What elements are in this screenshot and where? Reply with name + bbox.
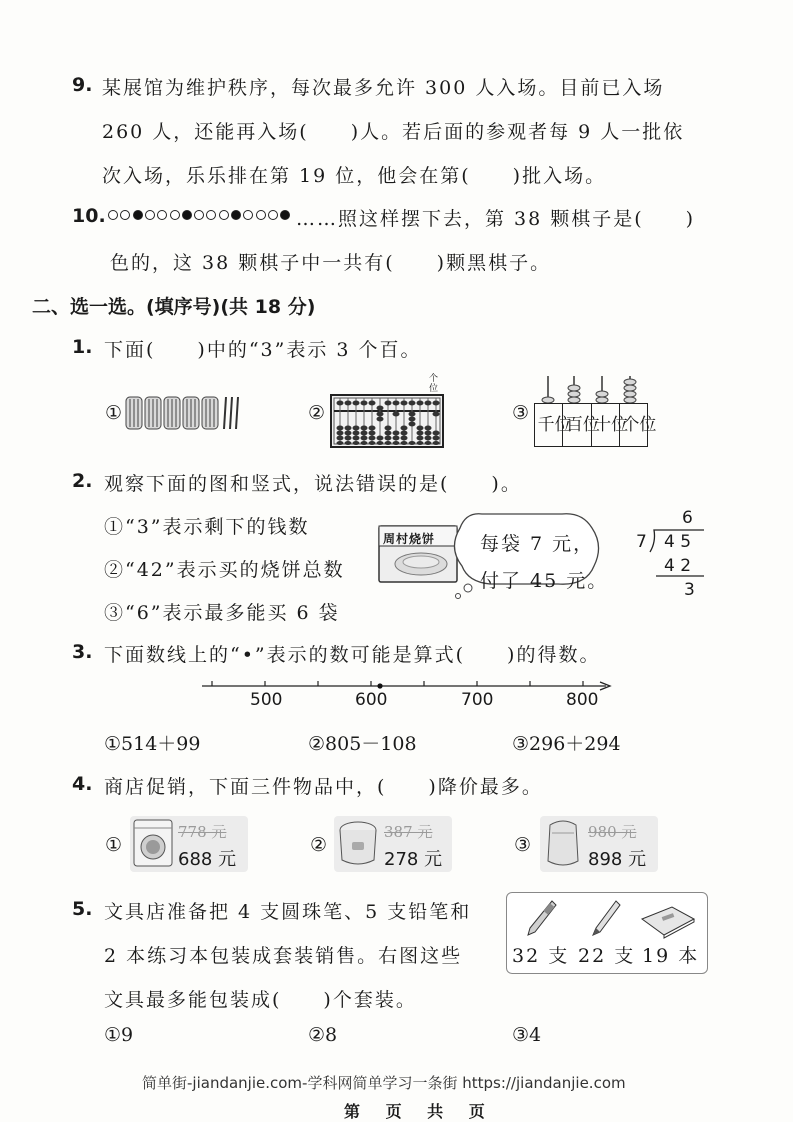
question-text: 260 人，还能再入场( )人。若后面的参观者每 9 人一批依 <box>102 121 685 143</box>
question-text: 文具店准备把 4 支圆珠笔、5 支铅笔和 <box>104 901 472 923</box>
question-text: 2 本练习本包装成套装销售。右图这些 <box>104 945 463 967</box>
question-text: 下面数线上的“•”表示的数可能是算式( )的得数。 <box>104 644 601 666</box>
place-thousands: 千位 <box>535 404 563 446</box>
ballpoint-pen-icon <box>524 898 558 938</box>
option-marker: ③ <box>514 834 532 856</box>
counter-rods-illustration <box>534 374 646 404</box>
question-text: 某展馆为维护秩序，每次最多允许 300 人入场。目前已入场 <box>102 77 665 99</box>
question-text: ……照这样摆下去，第 38 颗棋子是( ) <box>296 208 696 230</box>
black-bead <box>280 210 290 220</box>
answer-option: ①514＋99 <box>104 733 201 755</box>
remainder: 3 <box>684 580 695 600</box>
white-bead <box>206 210 216 220</box>
tick-label: 700 <box>461 690 494 710</box>
footer-watermark: 简单街-jiandanjie.com-学科网简单学习一条街 https://jiandanjie.com <box>142 1074 626 1092</box>
abacus-place-label: 个位 <box>429 374 439 394</box>
question-number: 1. <box>72 336 93 358</box>
black-bead <box>133 210 143 220</box>
option-marker: ③ <box>512 402 530 424</box>
question-number: 4. <box>72 773 93 795</box>
option-marker: ① <box>105 402 123 424</box>
white-bead <box>219 210 229 220</box>
white-bead <box>145 210 155 220</box>
option-marker: ② <box>308 402 326 424</box>
question-number: 2. <box>72 470 93 492</box>
tick-label: 600 <box>355 690 388 710</box>
option-statement: ②“42”表示买的烧饼总数 <box>104 559 345 581</box>
answer-option: ②8 <box>308 1024 338 1046</box>
sale-price: 278 元 <box>384 849 443 870</box>
counting-sticks-illustration <box>124 393 248 433</box>
bubble-text: 每袋 7 元， <box>480 533 595 555</box>
white-bead <box>243 210 253 220</box>
answer-option: ②805－108 <box>308 733 417 755</box>
number-line-point <box>377 683 382 688</box>
option-statement: ③“6”表示最多能买 6 袋 <box>104 602 340 624</box>
white-bead <box>157 210 167 220</box>
black-bead <box>231 210 241 220</box>
item-count: 22 支 <box>578 945 636 967</box>
abacus-illustration <box>330 394 444 448</box>
question-text: 色的，这 38 颗棋子中一共有( )颗黑棋子。 <box>110 252 552 274</box>
bag-label: 周村烧饼 <box>383 532 436 546</box>
place-tens: 十位 <box>592 404 620 446</box>
washing-machine-icon <box>132 818 174 868</box>
product: 4 2 <box>664 556 692 576</box>
question-text: 商店促销，下面三件物品中，( )降价最多。 <box>104 776 543 798</box>
rice-cooker-icon <box>337 820 379 868</box>
section-title: 二、选一选。(填序号)(共 18 分) <box>32 296 316 318</box>
answer-option: ③4 <box>512 1024 542 1046</box>
bead-sequence <box>108 207 298 223</box>
bubble-text: 付了 45 元。 <box>480 570 609 592</box>
white-bead <box>170 210 180 220</box>
sale-price: 688 元 <box>178 849 237 870</box>
original-price: 980 元 <box>588 823 637 841</box>
quotient: 6 <box>682 508 693 528</box>
option-statement: ①“3”表示剩下的钱数 <box>104 516 310 538</box>
question-number: 5. <box>72 898 93 920</box>
white-bead <box>194 210 204 220</box>
question-text: 文具最多能包装成( )个套装。 <box>104 989 417 1011</box>
white-bead <box>268 210 278 220</box>
divisor: 7 <box>636 532 647 552</box>
original-price: 778 元 <box>178 823 227 841</box>
page-number: 第 页 共 页 <box>344 1102 495 1121</box>
black-bead <box>182 210 192 220</box>
question-text: 次入场，乐乐排在第 19 位，他会在第( )批入场。 <box>102 165 607 187</box>
white-bead <box>108 210 118 220</box>
tick-label: 800 <box>566 690 599 710</box>
exercise-book-icon <box>638 905 696 939</box>
question-text: 观察下面的图和竖式，说法错误的是( )。 <box>104 473 522 495</box>
water-heater-icon <box>544 817 582 869</box>
sale-price: 898 元 <box>588 849 647 870</box>
question-number: 10. <box>72 205 106 227</box>
item-count: 32 支 <box>512 945 570 967</box>
pencil-icon <box>588 898 622 938</box>
white-bead <box>120 210 130 220</box>
answer-option: ①9 <box>104 1024 134 1046</box>
item-count: 19 本 <box>642 945 700 967</box>
white-bead <box>256 210 266 220</box>
place-hundreds: 百位 <box>563 404 591 446</box>
question-number: 9. <box>72 74 93 96</box>
original-price: 387 元 <box>384 823 433 841</box>
tick-label: 500 <box>250 690 283 710</box>
answer-option: ③296＋294 <box>512 733 621 755</box>
question-number: 3. <box>72 641 93 663</box>
question-text: 下面( )中的“3”表示 3 个百。 <box>104 339 422 361</box>
option-marker: ② <box>310 834 328 856</box>
option-marker: ① <box>105 834 123 856</box>
place-value-chart <box>534 403 657 447</box>
place-ones: 个位 <box>622 415 657 435</box>
dividend: 4 5 <box>664 532 692 552</box>
